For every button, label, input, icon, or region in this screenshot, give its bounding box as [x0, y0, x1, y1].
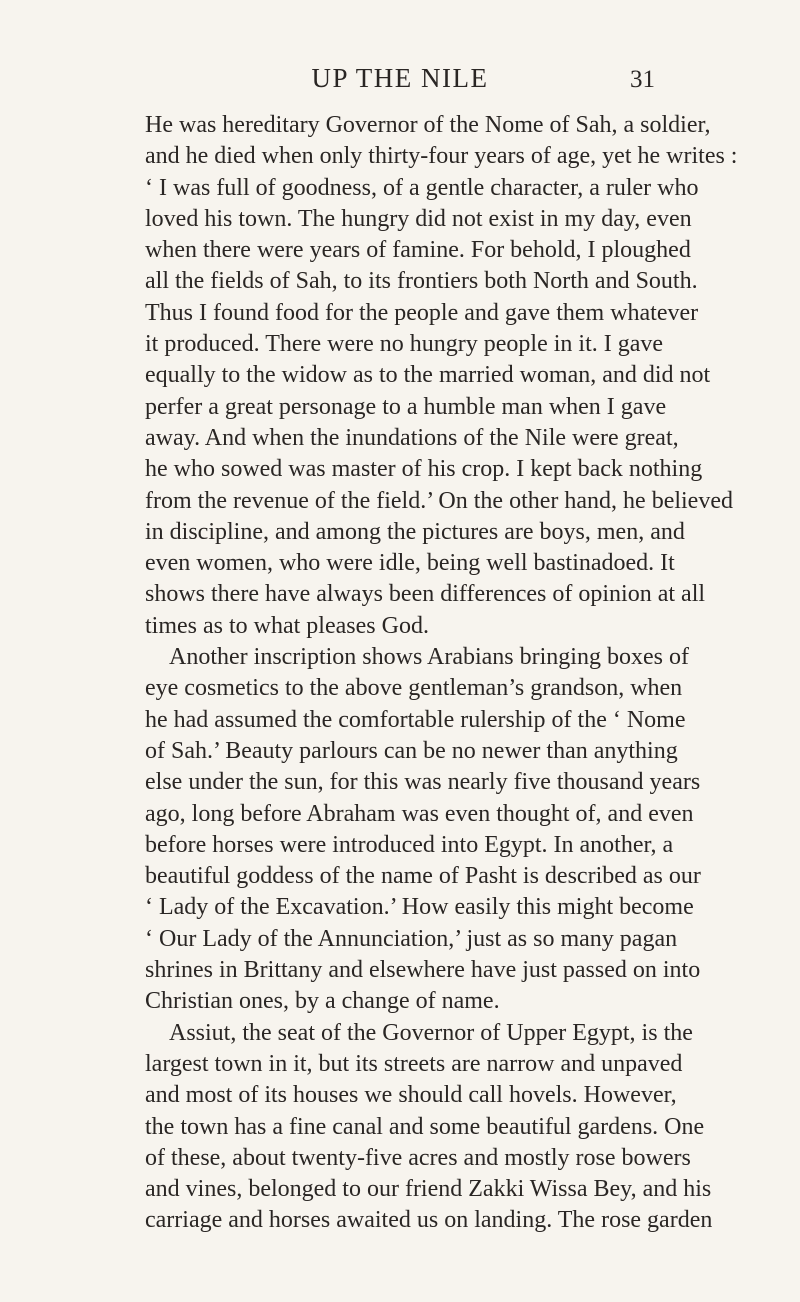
text-line: all the fields of Sah, to its frontiers both North and South. [145, 268, 698, 295]
text-line: and he died when only thirty-four years of age, yet he writes : [145, 143, 738, 170]
text-line: of these, about twenty-five acres and mostly rose bowers [145, 1144, 691, 1171]
text-line: equally to the widow as to the married woman, and did not [145, 362, 711, 389]
text-line: Assiut, the seat of the Governor of Upper Egypt, is the [169, 1019, 693, 1046]
text-line: He was hereditary Governor of the Nome of Sah, a soldier, [145, 112, 711, 138]
text-line: Thus I found food for the people and gave them whatever [145, 299, 699, 326]
text-line: shrines in Brittany and elsewhere have just passed on into [145, 957, 701, 984]
paragraph [145, 1018, 713, 1237]
text-line: ago, long before Abraham was even thought of, and even [145, 800, 694, 827]
text-line: the town has a fine canal and some beautiful gardens. One [145, 1113, 705, 1140]
page-number: 31 [630, 66, 655, 93]
running-head [145, 58, 655, 98]
text-line: he had assumed the comfortable rulership of the ‘ Nome [145, 706, 686, 733]
text-line: even women, who were idle, being well bastinadoed. It [145, 550, 675, 577]
text-line: it produced. There were no hungry people in it. I gave [145, 331, 664, 358]
text-line: beautiful goddess of the name of Pasht is described as our [145, 863, 701, 890]
text-line: times as to what pleases God. [145, 612, 429, 639]
text-line: he who sowed was master of his crop. I kept back nothing [145, 456, 703, 483]
text-line: away. And when the inundations of the Nile were great, [145, 424, 679, 451]
text-line: Another inscription shows Arabians bringing boxes of [169, 644, 689, 671]
paragraph [145, 110, 738, 642]
text-line: before horses were introduced into Egypt. In another, a [145, 831, 674, 858]
text-line: ‘ Our Lady of the Annunciation,’ just as so many pagan [145, 925, 678, 952]
text-line: from the revenue of the field.’ On the other hand, he believed [145, 487, 733, 514]
text-line: ‘ I was full of goodness, of a gentle character, a ruler who [145, 174, 699, 201]
text-line: and vines, belonged to our friend Zakki Wissa Bey, and his [145, 1176, 712, 1203]
text-line: ‘ Lady of the Excavation.’ How easily this might become [145, 894, 694, 921]
text-line: perfer a great personage to a humble man when I gave [145, 393, 667, 420]
running-title: UP THE NILE [311, 63, 489, 93]
text-line: largest town in it, but its streets are narrow and unpaved [145, 1050, 683, 1077]
body-text [145, 110, 738, 1237]
text-line: eye cosmetics to the above gentleman’s grandson, when [145, 675, 683, 702]
text-line: when there were years of famine. For behold, I ploughed [145, 237, 691, 264]
text-line: in discipline, and among the pictures are boys, men, and [145, 518, 685, 545]
text-line: loved his town. The hungry did not exist in my day, even [145, 205, 692, 232]
text-line: carriage and horses awaited us on landing. The rose garden [145, 1207, 713, 1234]
text-line: Christian ones, by a change of name. [145, 988, 500, 1015]
text-line: shows there have always been differences of opinion at all [145, 581, 706, 608]
text-line: else under the sun, for this was nearly five thousand years [145, 769, 701, 796]
text-line: of Sah.’ Beauty parlours can be no newer than anything [145, 737, 678, 764]
paragraph [145, 642, 701, 1018]
text-line: and most of its houses we should call hovels. However, [145, 1082, 677, 1109]
